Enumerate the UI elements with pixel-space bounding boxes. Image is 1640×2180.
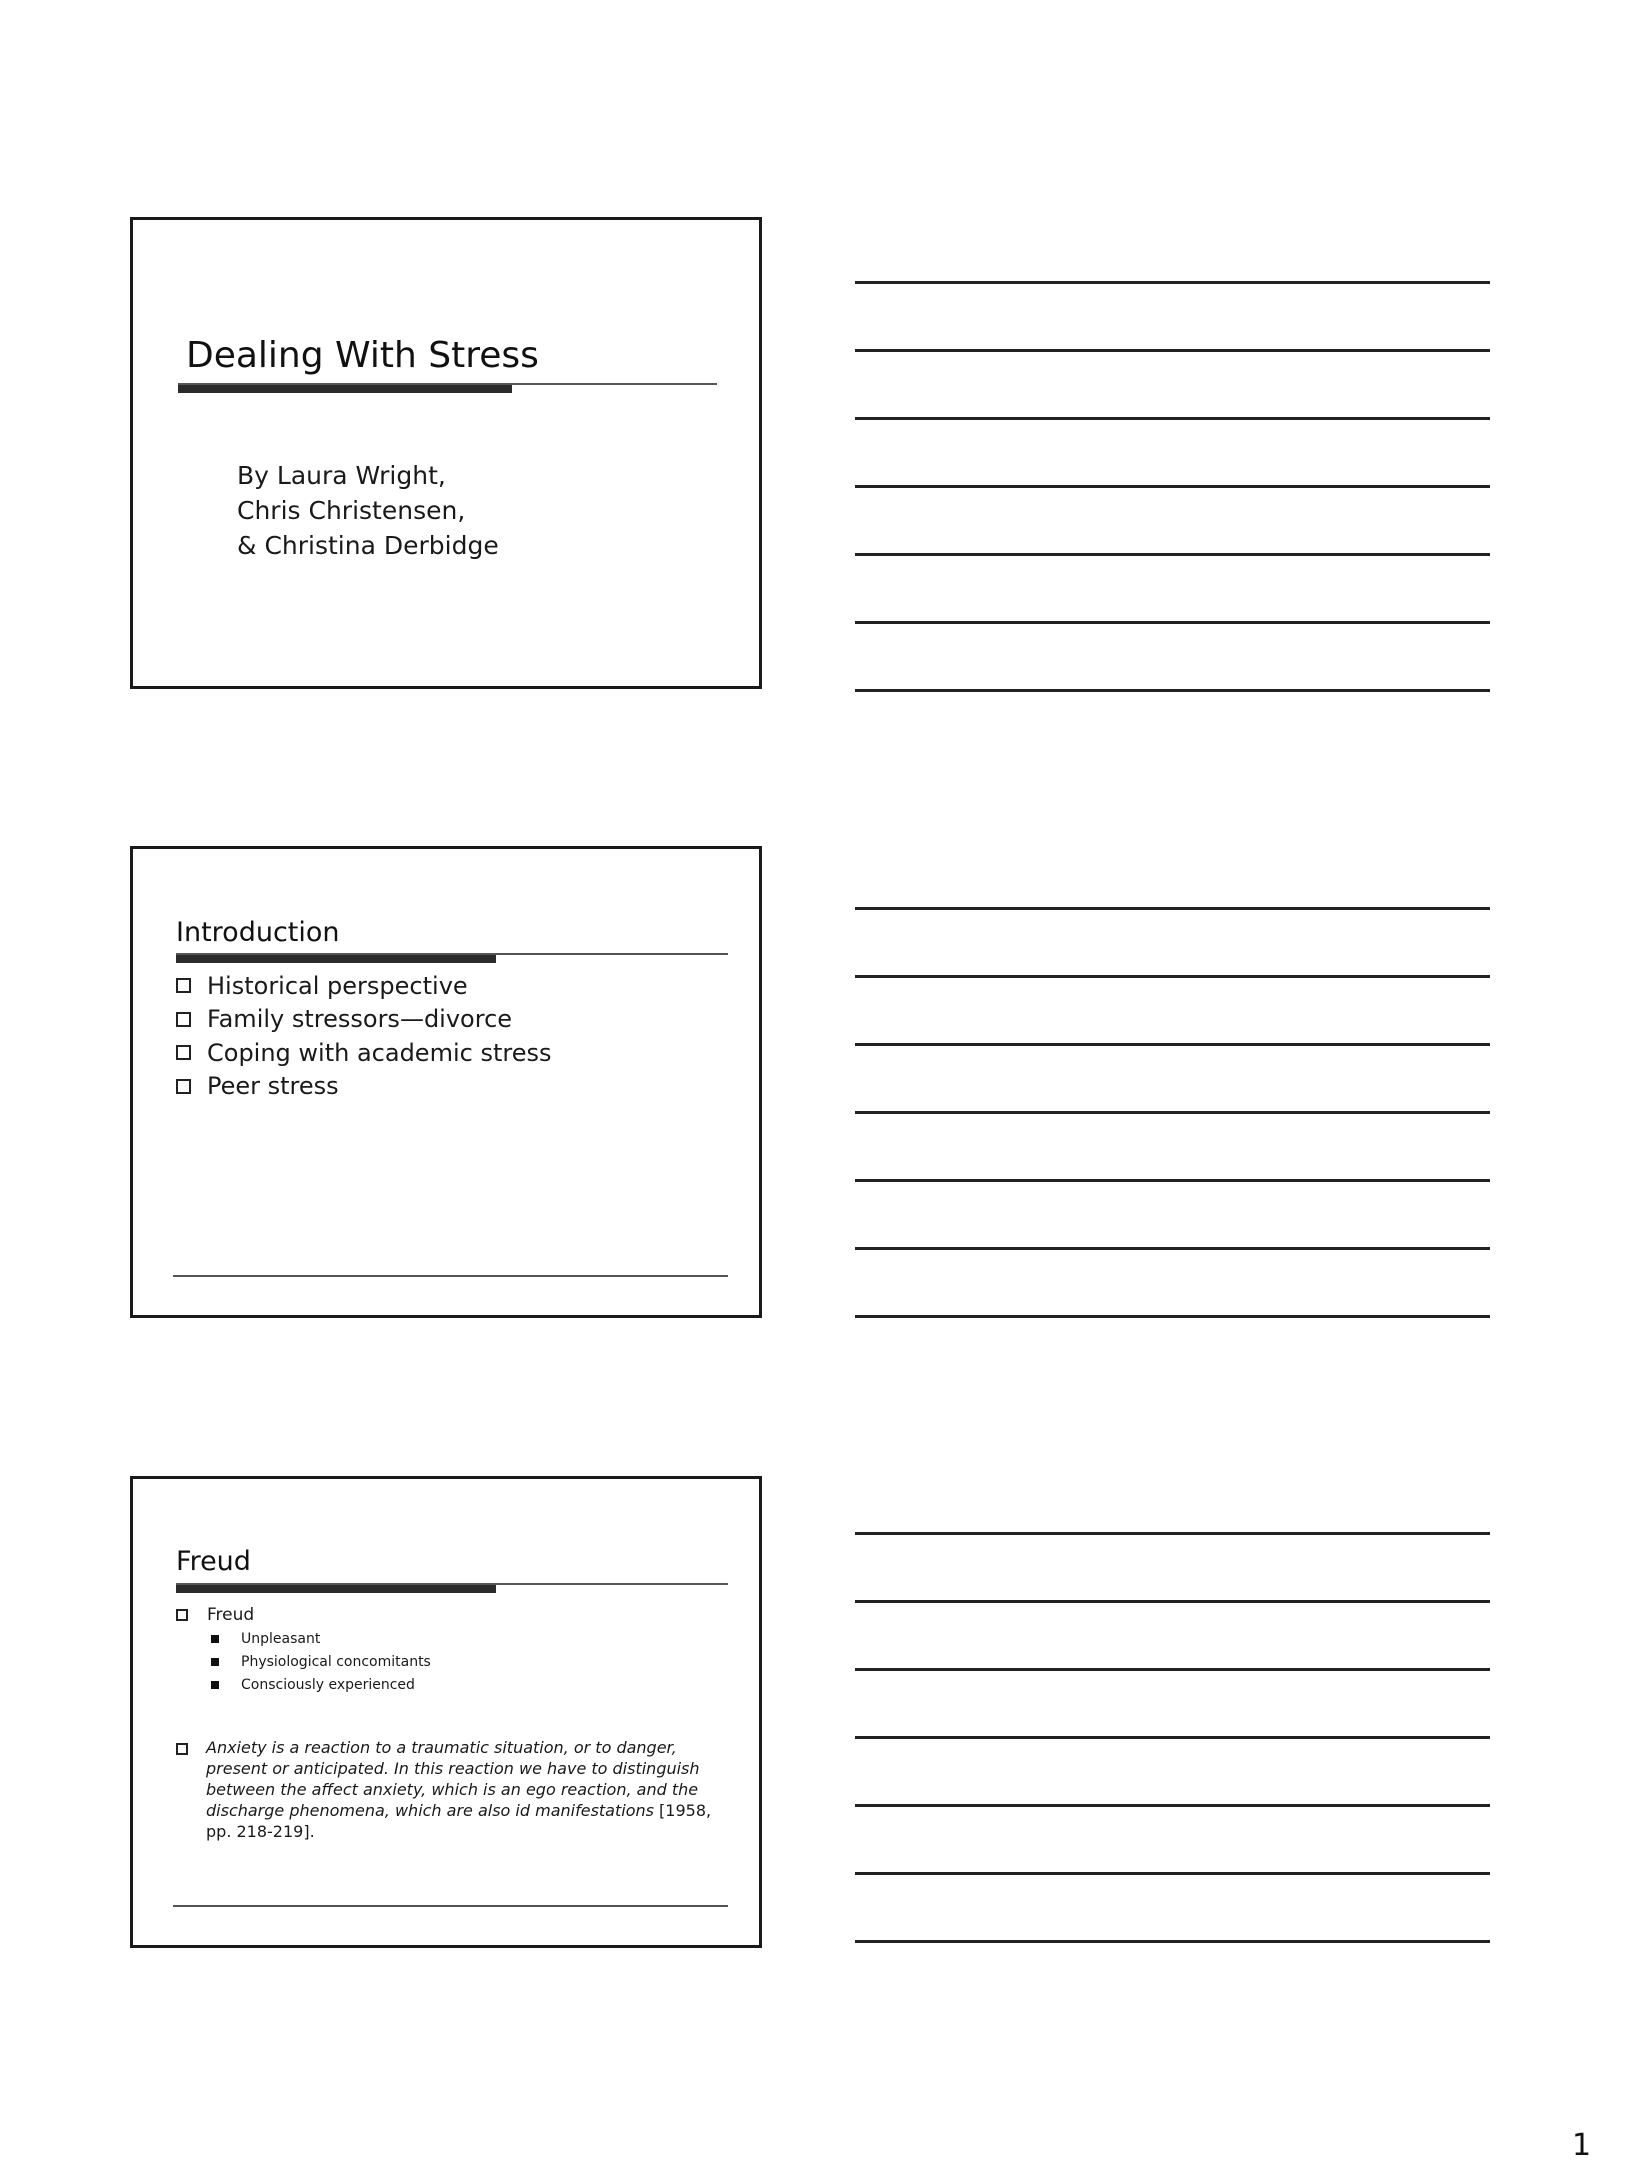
sub-list-item-text: Consciously experienced <box>241 1676 415 1693</box>
checkbox-bullet-icon <box>176 1609 188 1621</box>
author-line: Chris Christensen, <box>237 496 466 525</box>
note-line <box>855 1247 1490 1250</box>
sub-list-item-text: Physiological concomitants <box>241 1653 431 1670</box>
list-item <box>176 1036 551 1070</box>
bullet-list <box>176 969 551 1103</box>
note-line <box>855 1736 1490 1739</box>
author-line: & Christina Derbidge <box>237 531 499 560</box>
author-line: By Laura Wright, <box>237 461 446 490</box>
note-line <box>855 621 1490 624</box>
note-line <box>855 1532 1490 1535</box>
slide-1-thumbnail <box>130 217 762 689</box>
list-item <box>176 969 551 1003</box>
author-list <box>237 458 499 563</box>
note-line <box>855 975 1490 978</box>
slide-title: Freud <box>176 1546 251 1577</box>
note-line <box>855 1872 1490 1875</box>
note-line <box>855 907 1490 910</box>
square-bullet-icon <box>211 1681 219 1689</box>
freud-quote <box>206 1737 716 1842</box>
title-rule-thick <box>178 385 512 393</box>
title-rule-thick <box>176 955 496 963</box>
checkbox-bullet-icon <box>176 1079 191 1094</box>
note-line <box>855 553 1490 556</box>
note-line <box>855 1315 1490 1318</box>
footer-rule <box>173 1275 728 1277</box>
checkbox-bullet-icon <box>176 1012 191 1027</box>
bullet-list <box>176 1603 254 1627</box>
sub-list-item <box>211 1673 431 1696</box>
sub-list-item <box>211 1627 431 1650</box>
title-rule-thin <box>178 383 717 385</box>
title-rule-thin <box>176 953 728 955</box>
note-line <box>855 1043 1490 1046</box>
checkbox-bullet-icon <box>176 1045 191 1060</box>
square-bullet-icon <box>211 1635 219 1643</box>
list-item <box>176 1003 551 1037</box>
quote-citation: [1958, pp. 218-219]. <box>206 1801 712 1841</box>
note-line <box>855 1179 1490 1182</box>
note-line <box>855 689 1490 692</box>
note-line <box>855 1111 1490 1114</box>
note-line <box>855 1668 1490 1671</box>
list-item <box>176 1070 551 1104</box>
list-item <box>176 1603 254 1627</box>
sub-list-item-text: Unpleasant <box>241 1630 321 1647</box>
note-line <box>855 485 1490 488</box>
note-line <box>855 281 1490 284</box>
note-line <box>855 417 1490 420</box>
sub-bullet-list <box>211 1627 431 1696</box>
footer-rule <box>173 1905 728 1907</box>
note-line <box>855 1804 1490 1807</box>
checkbox-bullet-icon <box>176 1743 188 1755</box>
list-item-text: Peer stress <box>207 1072 339 1101</box>
list-item-text: Coping with academic stress <box>207 1038 552 1067</box>
slide-title: Introduction <box>176 917 340 948</box>
note-line <box>855 1940 1490 1943</box>
page-number: 1 <box>1572 2128 1592 2163</box>
note-line <box>855 1600 1490 1603</box>
list-item-text: Freud <box>207 1605 255 1625</box>
note-line <box>855 349 1490 352</box>
slide-3-thumbnail <box>130 1476 762 1948</box>
slide-2-thumbnail <box>130 846 762 1318</box>
title-rule-thin <box>176 1583 728 1585</box>
checkbox-bullet-icon <box>176 978 191 993</box>
slide-title: Dealing With Stress <box>186 335 539 376</box>
list-item-text: Family stressors—divorce <box>207 1005 513 1034</box>
square-bullet-icon <box>211 1658 219 1666</box>
title-rule-thick <box>176 1585 496 1593</box>
sub-list-item <box>211 1650 431 1673</box>
list-item-text: Historical perspective <box>207 971 468 1000</box>
quote-text: Anxiety is a reaction to a traumatic situation, or to danger, present or anticipated. In this reaction we have to distinguish between the affect anxiety, which is an ego reaction, and the discharge phenomena, which are also id manifestations <box>206 1738 700 1820</box>
